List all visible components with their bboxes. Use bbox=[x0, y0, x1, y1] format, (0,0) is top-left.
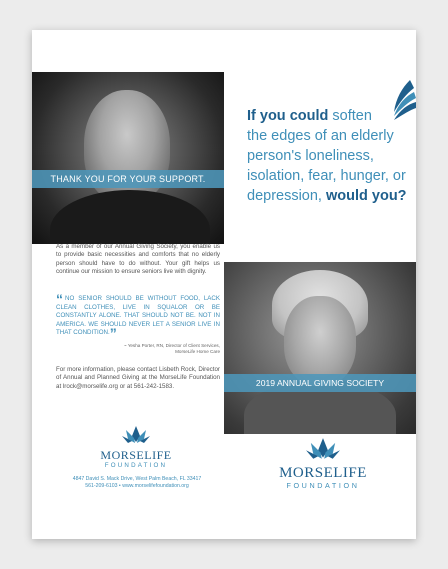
lotus-icon bbox=[306, 438, 340, 460]
morselife-logo-small: MORSELIFE FOUNDATION bbox=[86, 426, 186, 470]
giving-society-banner: 2019 ANNUAL GIVING SOCIETY bbox=[224, 374, 416, 392]
pull-quote: “ NO SENIOR SHOULD BE WITHOUT FOOD, LACK CLEAN CLOTHES, LIVE IN SQUALOR OR BE CONSTANTLY ALONE. THAT SHOULD NOT BE. NOT IN AMERICA. WE SHOULD NEVER LET A SENIOR LIVE IN THAT CONDITION.” bbox=[56, 291, 220, 342]
headline: If you could soften the edges of an elderly person's loneliness, isolation, fear, hunger, or depression, would you? bbox=[247, 108, 407, 204]
contact-info: For more information, please contact Lisbeth Rock, Director of Annual and Planned Giving at the MorseLife Foundation at lrock@morselife.org or at 561-242-1583. bbox=[56, 366, 220, 390]
flyer-page bbox=[32, 30, 416, 539]
morselife-logo-large: MORSELIFE FOUNDATION bbox=[268, 438, 378, 490]
close-quote-icon: ” bbox=[109, 325, 117, 342]
lotus-icon bbox=[122, 426, 150, 444]
thank-you-banner: THANK YOU FOR YOUR SUPPORT. bbox=[32, 170, 224, 188]
elderly-woman-photo bbox=[224, 262, 416, 434]
quote-attribution: ~ Yesha Porter, RN, Director of Client Services, MorseLife Home Care bbox=[123, 343, 220, 354]
society-description: As a member of our Annual Giving Society, you enable us to provide basic necessities and comforts that no elderly person should have to do without. Your gift helps us continue our mission to ensure seniors live with dignity. bbox=[56, 243, 220, 276]
open-quote-icon: “ bbox=[56, 291, 63, 307]
foundation-address: 4847 David S. Mack Drive, West Palm Beach, FL 33417 561-209-6103 • www.morselifefoundation.org bbox=[72, 476, 202, 489]
elderly-man-photo bbox=[32, 72, 224, 244]
